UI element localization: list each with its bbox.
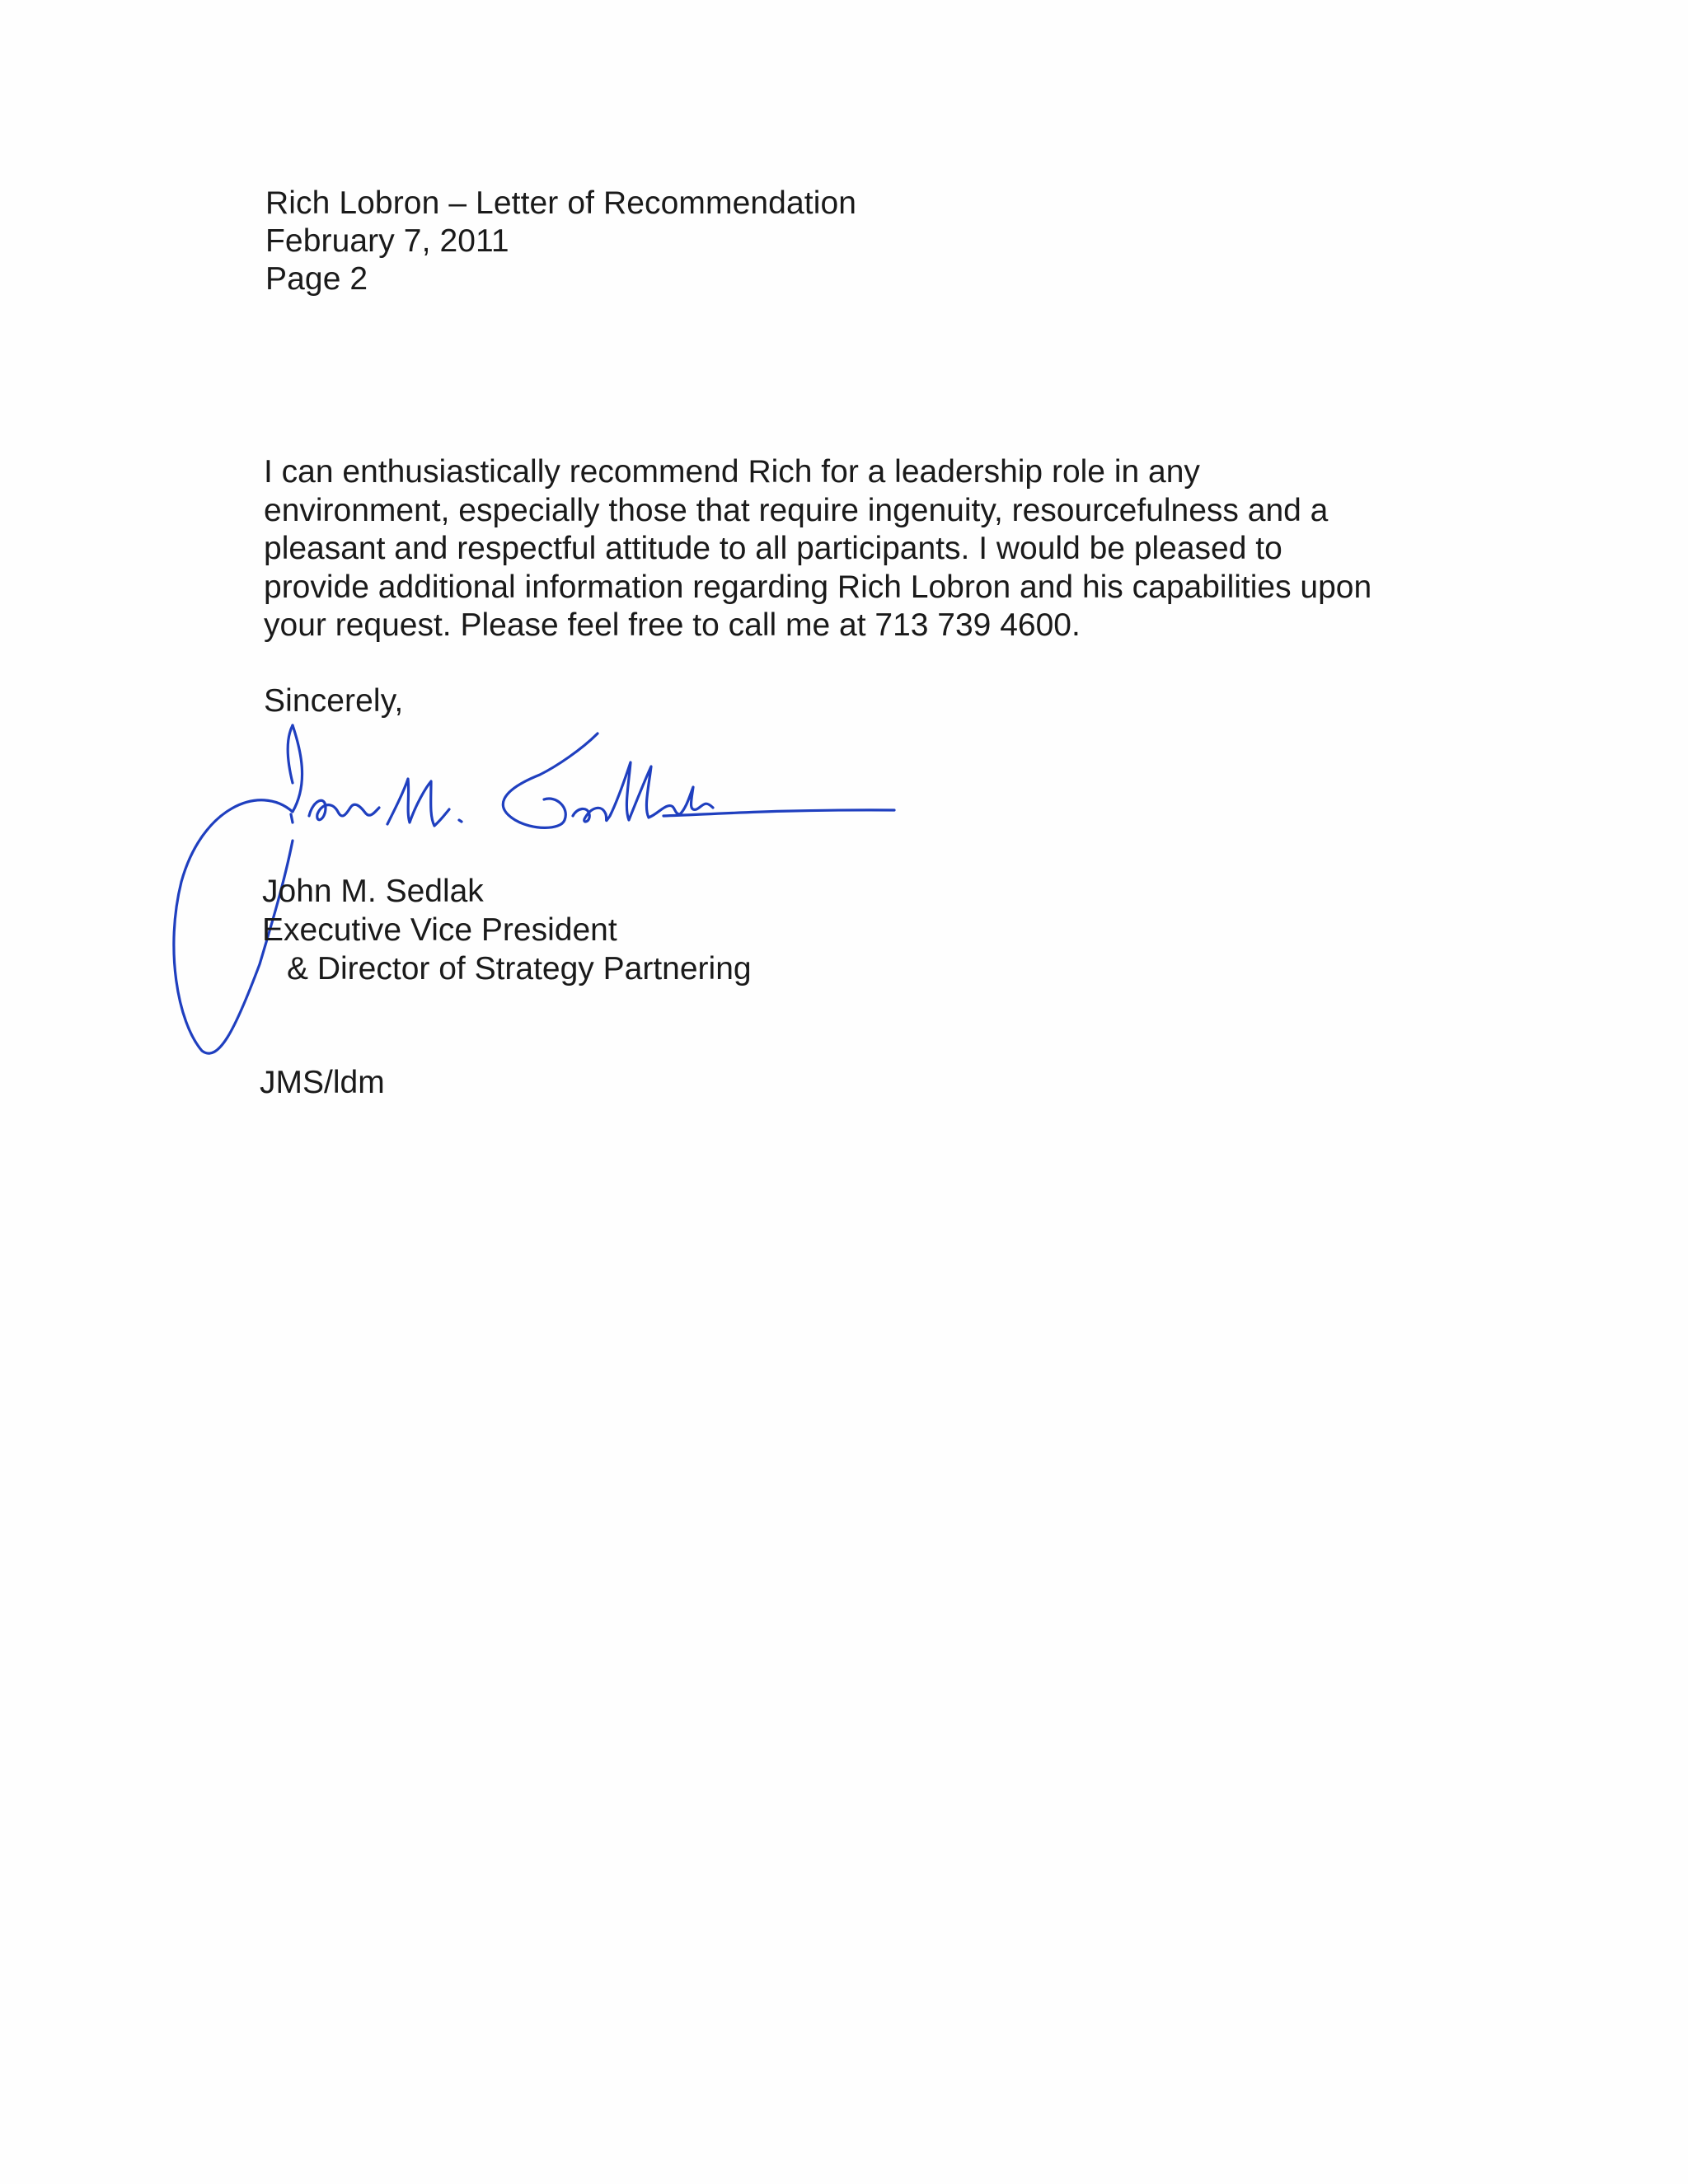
- body-line: pleasant and respectful attitude to all participants. I would be pleased to: [264, 531, 1282, 566]
- letter-body: [264, 453, 1372, 645]
- page-number: Page 2: [265, 261, 368, 297]
- body-line: provide additional information regarding Rich Lobron and his capabilities upon: [264, 569, 1372, 605]
- body-line: I can enthusiastically recommend Rich for a leadership role in any: [264, 454, 1200, 490]
- body-line: your request. Please feel free to call me at 713 739 4600.: [264, 607, 1081, 643]
- signatory-name: John M. Sedlak: [262, 874, 484, 909]
- body-line: environment, especially those that require ingenuity, resourcefulness and a: [264, 492, 1329, 528]
- signatory-block: [262, 872, 752, 988]
- closing-salutation: Sincerely,: [264, 683, 404, 719]
- letter-date: February 7, 2011: [265, 223, 509, 259]
- signatory-title-continued: & Director of Strategy Partnering: [287, 951, 752, 987]
- letter-title: Rich Lobron – Letter of Recommendation: [265, 185, 857, 221]
- letter-header: [265, 185, 856, 298]
- reference-initials: JMS/ldm: [260, 1065, 385, 1100]
- signatory-title: Executive Vice President: [262, 912, 617, 948]
